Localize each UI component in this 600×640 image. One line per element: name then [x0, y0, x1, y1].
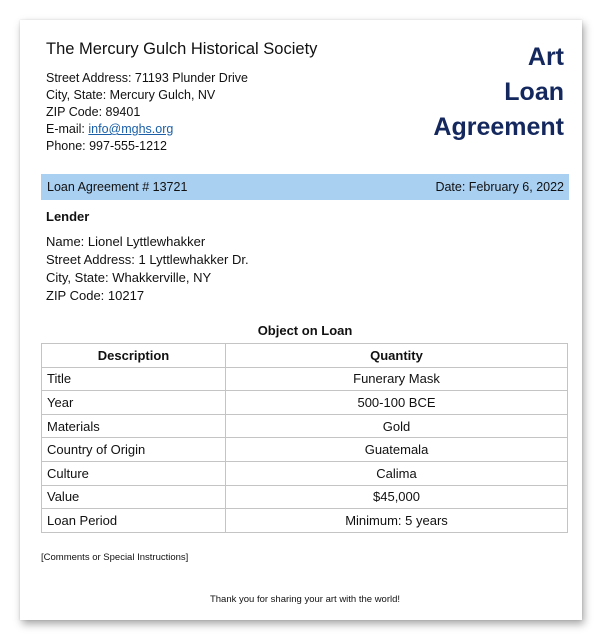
agreement-number: Loan Agreement # 13721	[47, 180, 188, 194]
document-title-line-1: Art	[527, 43, 564, 71]
row-quantity: Calima	[226, 461, 568, 485]
footer-thanks: Thank you for sharing your art with the world!	[209, 594, 401, 605]
row-quantity: $45,000	[226, 485, 568, 509]
lender-name: Name: Lionel Lyttlewhakker	[46, 234, 206, 249]
table-row	[42, 509, 568, 533]
row-description: Culture	[42, 461, 226, 485]
row-description: Loan Period	[42, 509, 226, 533]
table-row	[42, 485, 568, 509]
table-row	[42, 414, 568, 438]
object-table-header-row	[42, 344, 568, 368]
organization-phone: Phone: 997-555-1212	[46, 139, 167, 153]
lender-street: Street Address: 1 Lyttlewhakker Dr.	[46, 252, 249, 267]
agreement-date: Date: February 6, 2022	[435, 180, 564, 194]
organization-street: Street Address: 71193 Plunder Drive	[46, 71, 248, 85]
row-quantity: Funerary Mask	[226, 367, 568, 391]
document-page	[20, 20, 582, 620]
table-row	[42, 461, 568, 485]
object-table	[41, 343, 568, 533]
lender-city-state: City, State: Whakkerville, NY	[46, 270, 212, 285]
agreement-banner	[41, 174, 569, 200]
row-quantity: Guatemala	[226, 438, 568, 462]
table-row	[42, 367, 568, 391]
lender-heading: Lender	[46, 209, 90, 224]
email-link[interactable]: info@mghs.org	[88, 122, 174, 136]
lender-details	[46, 233, 249, 305]
organization-city-state: City, State: Mercury Gulch, NV	[46, 88, 216, 102]
table-row	[42, 438, 568, 462]
organization-contact	[46, 70, 248, 155]
document-title-line-3: Agreement	[433, 113, 564, 141]
row-quantity: Gold	[226, 414, 568, 438]
row-description: Value	[42, 485, 226, 509]
comments-placeholder: [Comments or Special Instructions]	[41, 552, 189, 563]
object-table-title: Object on Loan	[257, 323, 353, 338]
table-row	[42, 391, 568, 415]
email-label: E-mail:	[46, 122, 89, 136]
document-title	[433, 40, 564, 145]
organization-zip: ZIP Code: 89401	[46, 105, 141, 119]
document-title-line-2: Loan	[504, 78, 564, 106]
organization-name: The Mercury Gulch Historical Society	[46, 40, 318, 58]
lender-zip: ZIP Code: 10217	[46, 288, 145, 303]
row-description: Year	[42, 391, 226, 415]
row-quantity: Minimum: 5 years	[226, 509, 568, 533]
row-description: Country of Origin	[42, 438, 226, 462]
row-description: Materials	[42, 414, 226, 438]
row-description: Title	[42, 367, 226, 391]
header-description: Description	[42, 344, 226, 368]
organization-email-row	[46, 121, 248, 138]
row-quantity: 500-100 BCE	[226, 391, 568, 415]
header-quantity: Quantity	[226, 344, 568, 368]
